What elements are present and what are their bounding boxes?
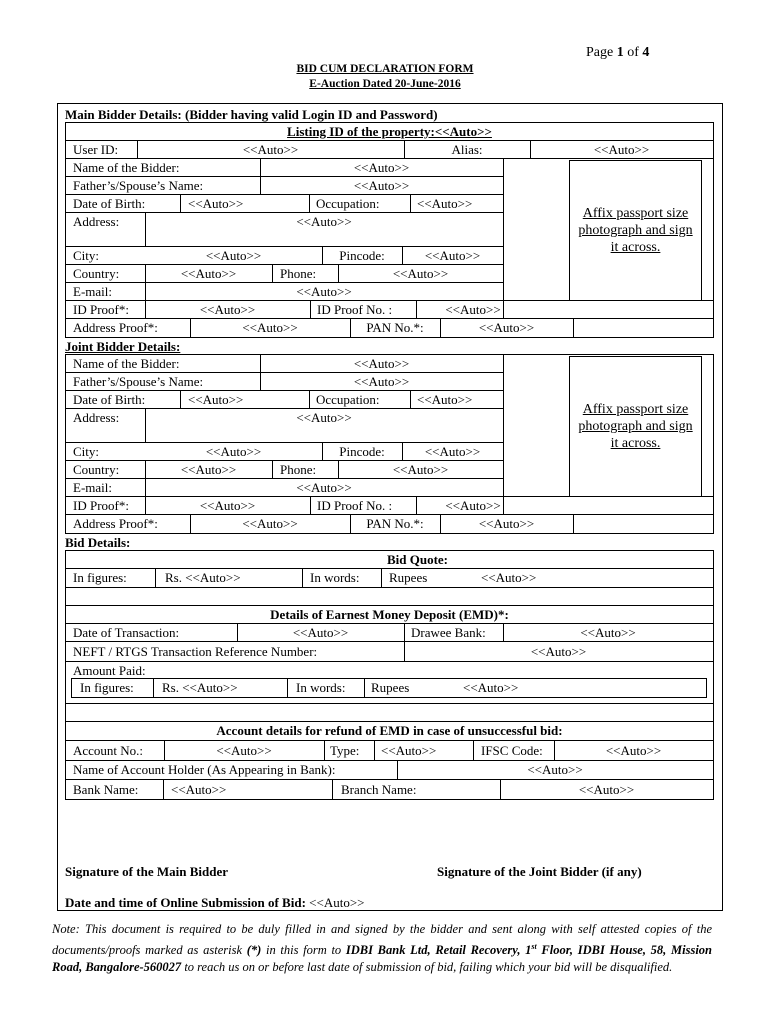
amount-words-value: <<Auto>> (463, 680, 519, 695)
emd-date-label: Date of Transaction: (73, 625, 180, 640)
joint-pincode-value: <<Auto>> (424, 444, 481, 459)
joint-address-value: <<Auto>> (296, 410, 352, 425)
emd-heading: Details of Earnest Money Deposit (EMD)*: (270, 607, 509, 622)
account-no-value: <<Auto>> (216, 743, 272, 758)
email-label: E-mail: (73, 284, 112, 299)
joint-phone-value: <<Auto>> (392, 462, 449, 477)
bid-figures-value: Rs. <<Auto>> (165, 570, 241, 585)
main-bidder-heading: Main Bidder Details: (Bidder having valid Login ID and Password) (65, 107, 438, 122)
main-bidder-signature: Signature of the Main Bidder (65, 864, 228, 879)
father-name-label: Father’s/Spouse’s Name: (73, 178, 204, 193)
id-proof-value: <<Auto>> (199, 302, 256, 317)
joint-father-label: Father’s/Spouse’s Name: (73, 374, 204, 389)
joint-phone-label: Phone: (280, 462, 317, 477)
dob-label: Date of Birth: (73, 196, 146, 211)
bid-quote-heading: Bid Quote: (386, 552, 449, 567)
bid-in-words-label: In words: (310, 570, 360, 585)
alias-value: <<Auto>> (593, 142, 650, 157)
country-label: Country: (73, 266, 120, 281)
joint-name-label: Name of the Bidder: (73, 356, 180, 371)
bidder-name-label: Name of the Bidder: (73, 160, 180, 175)
joint-id-proof-no-label: ID Proof No. : (317, 498, 393, 513)
joint-country-value: <<Auto>> (180, 462, 237, 477)
joint-address-label: Address: (73, 410, 120, 425)
drawee-bank-value: <<Auto>> (580, 625, 636, 640)
joint-name-value: <<Auto>> (353, 356, 410, 371)
joint-email-label: E-mail: (73, 480, 112, 495)
joint-pincode-label: Pincode: (339, 444, 385, 459)
id-proof-no-label: ID Proof No. : (317, 302, 393, 317)
footer-note: Note: This document is required to be duly filled in and signed by the bidder and sent along with self attested copies of the documents/proofs marked as asterisk (*) in this form to IDBI Bank Ltd, Retail Recovery, 1st Floor, IDBI House, 58, Mission Road, Bangalore-560027 to reach us on or before last date of submission of bid, failing which your bid will be disqualified. (52, 922, 712, 975)
alias-label: Alias: (451, 142, 483, 157)
refund-heading: Account details for refund of EMD in case of unsuccessful bid: (216, 723, 563, 738)
amount-rupees-label: Rupees (371, 680, 410, 695)
joint-city-value: <<Auto>> (205, 444, 262, 459)
joint-id-proof-label: ID Proof*: (73, 498, 129, 513)
address-label: Address: (73, 214, 120, 229)
joint-pan-value: <<Auto>> (478, 516, 535, 531)
form-subtitle: E-Auction Dated 20-June-2016 (309, 78, 461, 90)
neft-value: <<Auto>> (530, 644, 587, 659)
pincode-label: Pincode: (339, 248, 385, 263)
account-holder-value: <<Auto>> (527, 762, 583, 777)
joint-bidder-heading: Joint Bidder Details: (65, 339, 181, 354)
address-value: <<Auto>> (296, 214, 352, 229)
type-label: Type: (330, 743, 360, 758)
joint-occupation-value: <<Auto>> (417, 392, 473, 407)
main-photo-instruction: Affix passport size photograph and sign it across. (578, 206, 693, 255)
amount-paid-label: Amount Paid: (73, 663, 146, 678)
branch-name-label: Branch Name: (341, 782, 417, 797)
page-number: Page 1 of 4 (586, 45, 650, 60)
joint-address-proof-value: <<Auto>> (242, 516, 298, 531)
joint-city-label: City: (73, 444, 100, 459)
bid-in-figures-label: In figures: (73, 570, 127, 585)
joint-country-label: Country: (73, 462, 120, 477)
bank-name-label: Bank Name: (73, 782, 139, 797)
joint-address-proof-label: Address Proof*: (73, 516, 158, 531)
amount-figures-value: Rs. <<Auto>> (162, 680, 238, 695)
phone-label: Phone: (280, 266, 317, 281)
joint-pan-label: PAN No.*: (366, 516, 424, 531)
form-title: BID CUM DECLARATION FORM (296, 63, 474, 75)
joint-father-value: <<Auto>> (353, 374, 410, 389)
account-holder-label: Name of Account Holder (As Appearing in Bank): (73, 762, 336, 777)
user-id-label: User ID: (73, 142, 119, 157)
email-value: <<Auto>> (296, 284, 352, 299)
father-name-value: <<Auto>> (353, 178, 410, 193)
address-proof-label: Address Proof*: (73, 320, 158, 335)
bid-rupees-label: Rupees (389, 570, 428, 585)
occupation-label: Occupation: (316, 196, 380, 211)
amount-in-figures-label: In figures: (80, 680, 134, 695)
joint-id-proof-value: <<Auto>> (199, 498, 256, 513)
type-value: <<Auto>> (381, 743, 437, 758)
joint-email-value: <<Auto>> (296, 480, 352, 495)
occupation-value: <<Auto>> (417, 196, 473, 211)
id-proof-label: ID Proof*: (73, 302, 129, 317)
bid-words-value: <<Auto>> (481, 570, 537, 585)
joint-occupation-label: Occupation: (316, 392, 380, 407)
account-no-label: Account No.: (73, 743, 144, 758)
pincode-value: <<Auto>> (424, 248, 481, 263)
main-photo-box (569, 160, 702, 301)
submission-datetime: Date and time of Online Submission of Bid: <<Auto>> (65, 895, 365, 910)
user-id-value: <<Auto>> (242, 142, 299, 157)
joint-bidder-signature: Signature of the Joint Bidder (if any) (437, 864, 642, 879)
ifsc-label: IFSC Code: (481, 743, 543, 758)
pan-label: PAN No.*: (366, 320, 424, 335)
amount-in-words-label: In words: (296, 680, 346, 695)
listing-id: Listing ID of the property:<<Auto>> (287, 124, 492, 139)
bidder-name-value: <<Auto>> (353, 160, 410, 175)
dob-value: <<Auto>> (188, 196, 244, 211)
id-proof-no-value: <<Auto>> (445, 302, 501, 317)
drawee-bank-label: Drawee Bank: (411, 625, 486, 640)
branch-name-value: <<Auto>> (578, 782, 635, 797)
emd-date-value: <<Auto>> (292, 625, 349, 640)
joint-dob-value: <<Auto>> (188, 392, 244, 407)
joint-photo-instruction: Affix passport size photograph and sign it across. (578, 402, 693, 451)
pan-value: <<Auto>> (478, 320, 535, 335)
joint-dob-label: Date of Birth: (73, 392, 146, 407)
city-label: City: (73, 248, 100, 263)
address-proof-value: <<Auto>> (242, 320, 298, 335)
bank-name-value: <<Auto>> (171, 782, 227, 797)
city-value: <<Auto>> (205, 248, 262, 263)
phone-value: <<Auto>> (392, 266, 449, 281)
country-value: <<Auto>> (180, 266, 237, 281)
joint-id-proof-no-value: <<Auto>> (445, 498, 501, 513)
bid-details-heading: Bid Details: (65, 535, 131, 550)
ifsc-value: <<Auto>> (605, 743, 662, 758)
joint-photo-box (569, 356, 702, 497)
neft-label: NEFT / RTGS Transaction Reference Number: (73, 644, 318, 659)
